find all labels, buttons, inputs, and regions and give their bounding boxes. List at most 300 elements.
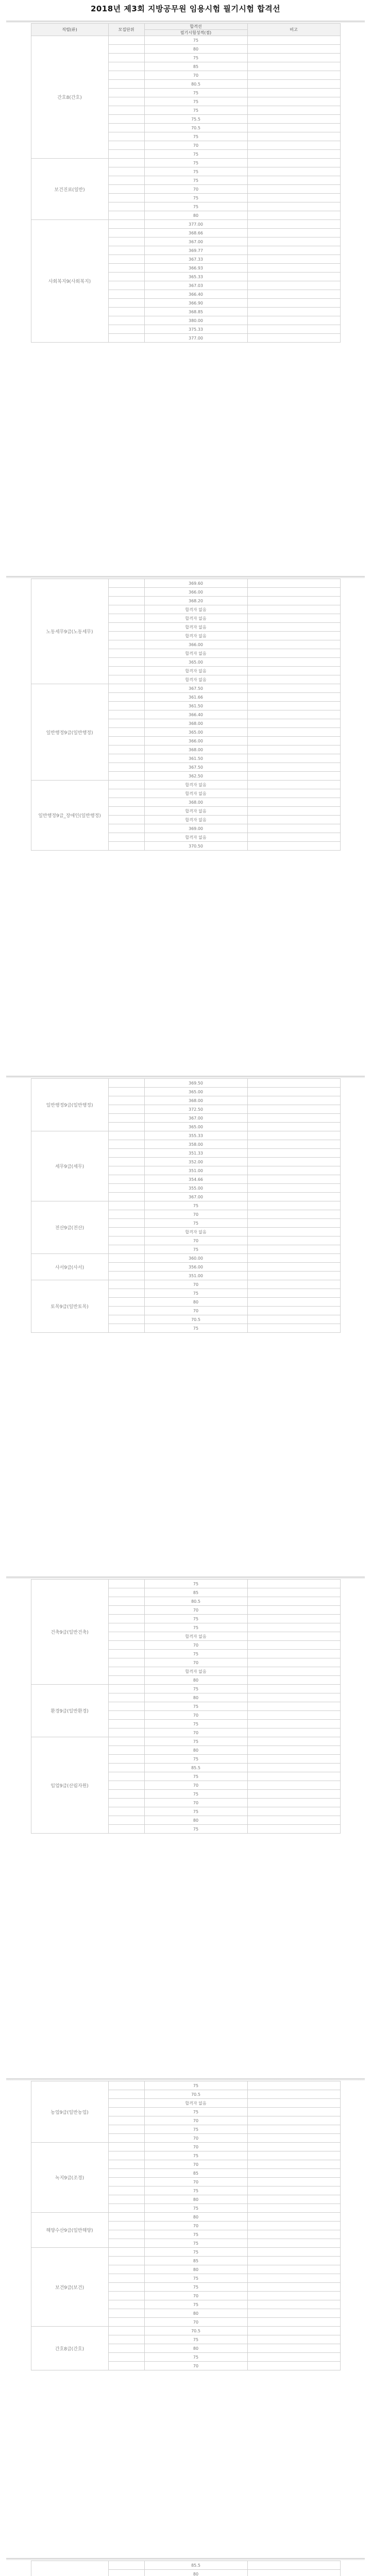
unit-cell bbox=[108, 2274, 144, 2283]
score-cell: 361.50 bbox=[144, 754, 247, 763]
score-cell: 360.00 bbox=[144, 1254, 247, 1263]
score-cell: 368.00 bbox=[144, 745, 247, 754]
note-cell bbox=[247, 1799, 340, 1807]
note-cell bbox=[247, 2353, 340, 2362]
score-cell: 80 bbox=[144, 2195, 247, 2204]
note-cell bbox=[247, 1615, 340, 1623]
score-cell: 80 bbox=[144, 211, 247, 220]
note-cell bbox=[247, 2151, 340, 2160]
score-cell: 70 bbox=[144, 2362, 247, 2370]
score-cell: 80 bbox=[144, 2213, 247, 2222]
note-cell bbox=[247, 675, 340, 684]
score-cell: 70 bbox=[144, 2222, 247, 2230]
score-cell: 합격자 없음 bbox=[144, 675, 247, 684]
score-cell: 85 bbox=[144, 62, 247, 71]
unit-cell bbox=[108, 772, 144, 781]
unit-cell bbox=[108, 1254, 144, 1263]
unit-cell bbox=[108, 588, 144, 597]
note-cell bbox=[247, 1764, 340, 1772]
score-cell: 75 bbox=[144, 2335, 247, 2344]
unit-cell bbox=[108, 255, 144, 264]
note-cell bbox=[247, 54, 340, 62]
score-cell: 합격자 없음 bbox=[144, 614, 247, 623]
unit-cell bbox=[108, 299, 144, 308]
score-cell: 70 bbox=[144, 2116, 247, 2125]
note-cell bbox=[247, 316, 340, 325]
unit-cell bbox=[108, 36, 144, 45]
category-cell: 보건9급(보건) bbox=[31, 2248, 108, 2327]
unit-cell bbox=[108, 1650, 144, 1658]
document-title: 2018년 제3회 지방공무원 임용시험 필기시험 합격선 bbox=[90, 4, 281, 13]
table-row bbox=[31, 579, 340, 588]
unit-cell bbox=[108, 605, 144, 614]
note-cell bbox=[247, 2265, 340, 2274]
score-cell: 75 bbox=[144, 1219, 247, 1228]
unit-cell bbox=[108, 2257, 144, 2265]
unit-cell bbox=[108, 1728, 144, 1737]
score-cell: 70.5 bbox=[144, 2090, 247, 2099]
note-cell bbox=[247, 2309, 340, 2318]
unit-cell bbox=[108, 2309, 144, 2318]
note-cell bbox=[247, 1588, 340, 1597]
category-cell: 임업9급(산림자원) bbox=[31, 1737, 108, 1834]
unit-cell bbox=[108, 2160, 144, 2169]
note-cell bbox=[247, 264, 340, 273]
note-cell bbox=[247, 2204, 340, 2213]
note-cell bbox=[247, 290, 340, 299]
category-cell: 녹지9급(조경) bbox=[31, 2143, 108, 2213]
note-cell bbox=[247, 2187, 340, 2195]
note-cell bbox=[247, 1088, 340, 1096]
note-cell bbox=[247, 1123, 340, 1131]
note-cell bbox=[247, 1772, 340, 1781]
note-cell bbox=[247, 2274, 340, 2283]
note-cell bbox=[247, 1236, 340, 1245]
unit-cell bbox=[108, 2230, 144, 2239]
note-cell bbox=[247, 1816, 340, 1825]
unit-cell bbox=[108, 71, 144, 80]
unit-cell bbox=[108, 1825, 144, 1834]
category-cell: 사서9급(사서) bbox=[31, 1254, 108, 1280]
score-cell: 75 bbox=[144, 1324, 247, 1333]
score-cell: 368.00 bbox=[144, 798, 247, 807]
score-cell: 80 bbox=[144, 1816, 247, 1825]
note-cell bbox=[247, 2222, 340, 2230]
note-cell bbox=[247, 1105, 340, 1114]
score-cell: 합격자 없음 bbox=[144, 1667, 247, 1676]
unit-cell bbox=[108, 2362, 144, 2370]
unit-cell bbox=[108, 1667, 144, 1676]
score-cell: 370.50 bbox=[144, 842, 247, 851]
score-cell: 75.5 bbox=[144, 115, 247, 124]
table-row bbox=[31, 1079, 340, 1088]
note-cell bbox=[247, 167, 340, 176]
unit-cell bbox=[108, 89, 144, 97]
note-cell bbox=[247, 842, 340, 851]
score-cell: 70.5 bbox=[144, 124, 247, 132]
note-cell bbox=[247, 334, 340, 343]
note-cell bbox=[247, 202, 340, 211]
unit-cell bbox=[108, 1289, 144, 1298]
note-cell bbox=[247, 1711, 340, 1720]
note-cell bbox=[247, 649, 340, 658]
unit-cell bbox=[108, 1140, 144, 1149]
unit-cell bbox=[108, 1632, 144, 1641]
score-cell: 367.03 bbox=[144, 281, 247, 290]
note-cell bbox=[247, 246, 340, 255]
unit-cell bbox=[108, 141, 144, 150]
unit-cell bbox=[108, 2195, 144, 2204]
score-cell: 80 bbox=[144, 1746, 247, 1755]
table-row bbox=[31, 1280, 340, 1289]
note-cell bbox=[247, 115, 340, 124]
score-cell: 366.93 bbox=[144, 264, 247, 273]
note-cell bbox=[247, 1210, 340, 1219]
note-cell bbox=[247, 220, 340, 229]
note-cell bbox=[247, 1096, 340, 1105]
score-cell: 85.5 bbox=[144, 2561, 247, 2570]
score-cell: 75 bbox=[144, 1580, 247, 1588]
unit-cell bbox=[108, 2239, 144, 2248]
unit-cell bbox=[108, 2335, 144, 2344]
note-cell bbox=[247, 1228, 340, 1236]
category-cell: 토목9급(일반토목) bbox=[31, 1280, 108, 1333]
score-cell: 361.50 bbox=[144, 702, 247, 710]
unit-cell bbox=[108, 702, 144, 710]
note-cell bbox=[247, 816, 340, 824]
unit-cell bbox=[108, 325, 144, 334]
score-cell: 369.60 bbox=[144, 579, 247, 588]
score-cell: 368.85 bbox=[144, 308, 247, 316]
score-cell: 75 bbox=[144, 1720, 247, 1728]
score-cell: 355.33 bbox=[144, 1131, 247, 1140]
score-cell: 합격자 없음 bbox=[144, 833, 247, 842]
note-cell bbox=[247, 737, 340, 745]
unit-cell bbox=[108, 1184, 144, 1193]
score-cell: 361.66 bbox=[144, 693, 247, 702]
unit-cell bbox=[108, 2213, 144, 2222]
unit-cell bbox=[108, 1149, 144, 1158]
score-cell: 75 bbox=[144, 176, 247, 185]
note-cell bbox=[247, 1158, 340, 1166]
unit-cell bbox=[108, 1315, 144, 1324]
table-row bbox=[31, 1580, 340, 1588]
score-cell: 70.5 bbox=[144, 1315, 247, 1324]
unit-cell bbox=[108, 1228, 144, 1236]
note-cell bbox=[247, 1149, 340, 1158]
unit-cell bbox=[108, 623, 144, 632]
score-cell: 75 bbox=[144, 132, 247, 141]
unit-cell bbox=[108, 1298, 144, 1307]
header-score: 필기시험성적(점) bbox=[144, 30, 247, 36]
score-cell: 85 bbox=[144, 2169, 247, 2178]
note-cell bbox=[247, 89, 340, 97]
category-cell: 농업9급(일반농업) bbox=[31, 2081, 108, 2143]
unit-cell bbox=[108, 80, 144, 89]
score-cell: 80 bbox=[144, 1298, 247, 1307]
note-cell bbox=[247, 1693, 340, 1702]
score-cell: 75 bbox=[144, 202, 247, 211]
note-cell bbox=[247, 2099, 340, 2108]
score-cell: 80.5 bbox=[144, 1597, 247, 1606]
score-cell: 70 bbox=[144, 141, 247, 150]
note-cell bbox=[247, 1280, 340, 1289]
score-cell: 75 bbox=[144, 1289, 247, 1298]
category-cell bbox=[31, 2561, 108, 2576]
score-cell: 75 bbox=[144, 1245, 247, 1254]
note-cell bbox=[247, 1702, 340, 1711]
note-cell bbox=[247, 1658, 340, 1667]
table-row bbox=[31, 2248, 340, 2257]
header-group: 합격선 bbox=[144, 24, 247, 30]
unit-cell bbox=[108, 1219, 144, 1228]
note-cell bbox=[247, 798, 340, 807]
score-cell: 75 bbox=[144, 159, 247, 167]
score-cell: 367.00 bbox=[144, 1193, 247, 1201]
document-page bbox=[0, 1577, 371, 2056]
unit-cell bbox=[108, 176, 144, 185]
table-row bbox=[31, 1685, 340, 1693]
note-cell bbox=[247, 2318, 340, 2327]
note-cell bbox=[247, 2108, 340, 2116]
score-cell: 70 bbox=[144, 2143, 247, 2151]
score-cell: 352.00 bbox=[144, 1158, 247, 1166]
score-cell: 369.77 bbox=[144, 246, 247, 255]
score-cell: 70 bbox=[144, 1781, 247, 1790]
unit-cell bbox=[108, 1755, 144, 1764]
score-cell: 합격자 없음 bbox=[144, 1228, 247, 1236]
unit-cell bbox=[108, 1737, 144, 1746]
score-cell: 70 bbox=[144, 1799, 247, 1807]
score-cell: 75 bbox=[144, 1685, 247, 1693]
score-cell: 70 bbox=[144, 2318, 247, 2327]
document-page bbox=[0, 21, 371, 551]
cutoff-table bbox=[31, 579, 341, 851]
score-cell: 368.00 bbox=[144, 719, 247, 728]
score-cell: 80 bbox=[144, 2309, 247, 2318]
unit-cell bbox=[108, 649, 144, 658]
note-cell bbox=[247, 1324, 340, 1333]
unit-cell bbox=[108, 229, 144, 238]
note-cell bbox=[247, 1254, 340, 1263]
note-cell bbox=[247, 588, 340, 597]
score-cell: 합격자 없음 bbox=[144, 605, 247, 614]
note-cell bbox=[247, 807, 340, 816]
unit-cell bbox=[108, 798, 144, 807]
unit-cell bbox=[108, 106, 144, 115]
unit-cell bbox=[108, 124, 144, 132]
unit-cell bbox=[108, 807, 144, 816]
unit-cell bbox=[108, 737, 144, 745]
unit-cell bbox=[108, 781, 144, 789]
unit-cell bbox=[108, 238, 144, 246]
unit-cell bbox=[108, 1245, 144, 1254]
unit-cell bbox=[108, 1307, 144, 1315]
unit-cell bbox=[108, 1272, 144, 1280]
note-cell bbox=[247, 150, 340, 159]
note-cell bbox=[247, 623, 340, 632]
unit-cell bbox=[108, 2143, 144, 2151]
note-cell bbox=[247, 1307, 340, 1315]
category-cell: 간호8(간호) bbox=[31, 36, 108, 159]
score-cell: 85 bbox=[144, 2257, 247, 2265]
score-cell: 80 bbox=[144, 2344, 247, 2353]
unit-cell bbox=[108, 710, 144, 719]
note-cell bbox=[247, 1597, 340, 1606]
note-cell bbox=[247, 763, 340, 772]
note-cell bbox=[247, 2300, 340, 2309]
unit-cell bbox=[108, 1263, 144, 1272]
unit-cell bbox=[108, 824, 144, 833]
category-cell: 건축9급(일반건축) bbox=[31, 1580, 108, 1685]
score-cell: 75 bbox=[144, 54, 247, 62]
note-cell bbox=[247, 325, 340, 334]
score-cell: 75 bbox=[144, 2081, 247, 2090]
unit-cell bbox=[108, 684, 144, 693]
note-cell bbox=[247, 71, 340, 80]
unit-cell bbox=[108, 1166, 144, 1175]
score-cell: 75 bbox=[144, 1790, 247, 1799]
unit-cell bbox=[108, 62, 144, 71]
note-cell bbox=[247, 754, 340, 763]
note-cell bbox=[247, 1825, 340, 1834]
score-cell: 75 bbox=[144, 2125, 247, 2134]
note-cell bbox=[247, 2239, 340, 2248]
note-cell bbox=[247, 719, 340, 728]
unit-cell bbox=[108, 2204, 144, 2213]
unit-cell bbox=[108, 2099, 144, 2108]
note-cell bbox=[247, 2362, 340, 2370]
score-cell: 75 bbox=[144, 2248, 247, 2257]
unit-cell bbox=[108, 2318, 144, 2327]
note-cell bbox=[247, 2178, 340, 2187]
unit-cell bbox=[108, 579, 144, 588]
table-row bbox=[31, 1737, 340, 1746]
note-cell bbox=[247, 702, 340, 710]
note-cell bbox=[247, 833, 340, 842]
score-cell: 369.00 bbox=[144, 824, 247, 833]
table-row bbox=[31, 1131, 340, 1140]
note-cell bbox=[247, 106, 340, 115]
note-cell bbox=[247, 1184, 340, 1193]
note-cell bbox=[247, 1580, 340, 1588]
score-cell: 367.00 bbox=[144, 238, 247, 246]
header-note: 비고 bbox=[247, 24, 340, 36]
note-cell bbox=[247, 97, 340, 106]
unit-cell bbox=[108, 640, 144, 649]
note-cell bbox=[247, 1632, 340, 1641]
note-cell bbox=[247, 658, 340, 667]
cutoff-table bbox=[31, 2561, 341, 2576]
unit-cell bbox=[108, 842, 144, 851]
note-cell bbox=[247, 1079, 340, 1088]
score-cell: 365.00 bbox=[144, 1123, 247, 1131]
score-cell: 70 bbox=[144, 2160, 247, 2169]
score-cell: 85.5 bbox=[144, 1764, 247, 1772]
score-cell: 70 bbox=[144, 1641, 247, 1650]
score-cell: 75 bbox=[144, 2283, 247, 2292]
note-cell bbox=[247, 2213, 340, 2222]
score-cell: 75 bbox=[144, 2300, 247, 2309]
unit-cell bbox=[108, 273, 144, 281]
unit-cell bbox=[108, 614, 144, 623]
unit-cell bbox=[108, 54, 144, 62]
note-cell bbox=[247, 1175, 340, 1184]
unit-cell bbox=[108, 1588, 144, 1597]
score-cell: 366.00 bbox=[144, 640, 247, 649]
note-cell bbox=[247, 789, 340, 798]
note-cell bbox=[247, 194, 340, 202]
note-cell bbox=[247, 229, 340, 238]
unit-cell bbox=[108, 2353, 144, 2362]
note-cell bbox=[247, 132, 340, 141]
score-cell: 75 bbox=[144, 1737, 247, 1746]
score-cell: 75 bbox=[144, 97, 247, 106]
score-cell: 365.00 bbox=[144, 1088, 247, 1096]
unit-cell bbox=[108, 789, 144, 798]
score-cell: 75 bbox=[144, 1825, 247, 1834]
unit-cell bbox=[108, 728, 144, 737]
score-cell: 75 bbox=[144, 1623, 247, 1632]
note-cell bbox=[247, 2570, 340, 2576]
score-cell: 70 bbox=[144, 1236, 247, 1245]
category-cell: 전산9급(전산) bbox=[31, 1201, 108, 1254]
category-cell: 환경9급(일반환경) bbox=[31, 1685, 108, 1737]
score-cell: 367.50 bbox=[144, 763, 247, 772]
score-cell: 75 bbox=[144, 2274, 247, 2283]
table-row bbox=[31, 684, 340, 693]
unit-cell bbox=[108, 2116, 144, 2125]
table-row bbox=[31, 781, 340, 789]
score-cell: 70 bbox=[144, 1606, 247, 1615]
table-row bbox=[31, 36, 340, 45]
unit-cell bbox=[108, 185, 144, 194]
score-cell: 367.33 bbox=[144, 255, 247, 264]
note-cell bbox=[247, 211, 340, 220]
table-row bbox=[31, 2561, 340, 2570]
score-cell: 70 bbox=[144, 2292, 247, 2300]
note-cell bbox=[247, 693, 340, 702]
note-cell bbox=[247, 2561, 340, 2570]
unit-cell bbox=[108, 97, 144, 106]
note-cell bbox=[247, 1667, 340, 1676]
table-row bbox=[31, 2081, 340, 2090]
unit-cell bbox=[108, 1088, 144, 1096]
note-cell bbox=[247, 1298, 340, 1307]
note-cell bbox=[247, 597, 340, 605]
table-row bbox=[31, 1201, 340, 1210]
note-cell bbox=[247, 62, 340, 71]
note-cell bbox=[247, 281, 340, 290]
note-cell bbox=[247, 1650, 340, 1658]
note-cell bbox=[247, 2283, 340, 2292]
unit-cell bbox=[108, 308, 144, 316]
unit-cell bbox=[108, 1702, 144, 1711]
unit-cell bbox=[108, 159, 144, 167]
note-cell bbox=[247, 2090, 340, 2099]
unit-cell bbox=[108, 1236, 144, 1245]
unit-cell bbox=[108, 2300, 144, 2309]
unit-cell bbox=[108, 1816, 144, 1825]
note-cell bbox=[247, 1746, 340, 1755]
unit-cell bbox=[108, 281, 144, 290]
score-cell: 합격자 없음 bbox=[144, 789, 247, 798]
score-cell: 75 bbox=[144, 2230, 247, 2239]
note-cell bbox=[247, 2081, 340, 2090]
score-cell: 75 bbox=[144, 1807, 247, 1816]
note-cell bbox=[247, 710, 340, 719]
note-cell bbox=[247, 1140, 340, 1149]
